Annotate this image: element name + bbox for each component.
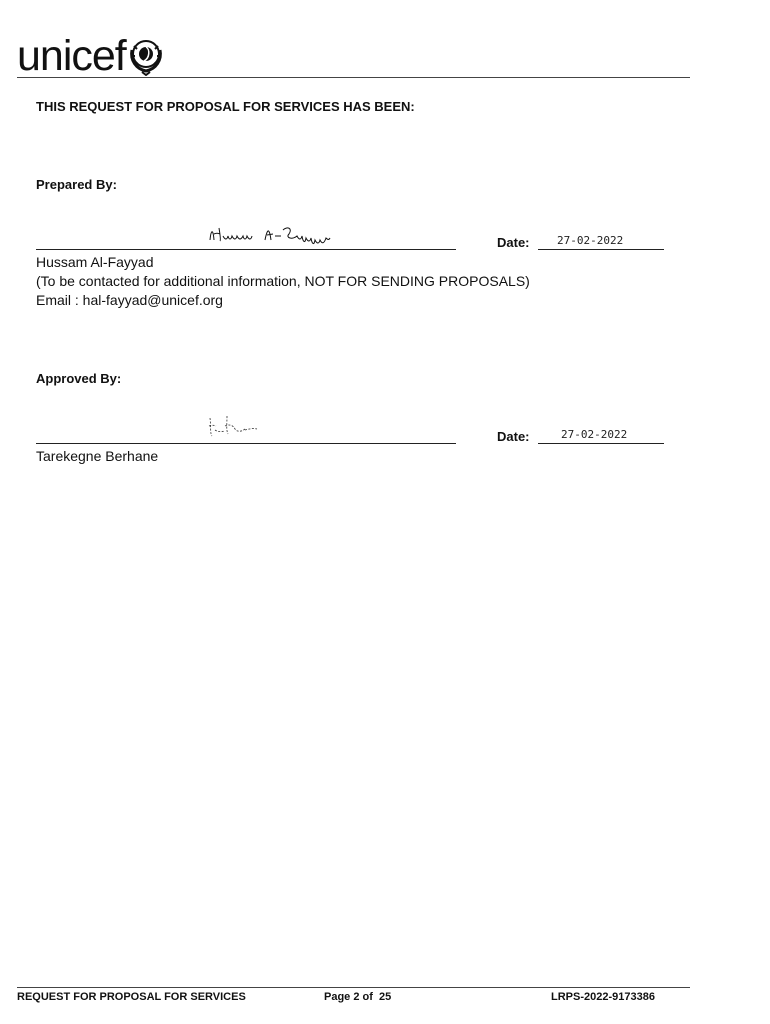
prepared-email: Email : hal-fayyad@unicef.org — [36, 292, 223, 308]
approved-date-line — [538, 443, 664, 444]
page-heading: THIS REQUEST FOR PROPOSAL FOR SERVICES HAS BEEN: — [36, 99, 415, 114]
footer-rule — [17, 987, 690, 988]
footer-title: REQUEST FOR PROPOSAL FOR SERVICES — [17, 991, 246, 1003]
logo-wordmark: unicef — [17, 32, 126, 80]
prepared-signature-line — [36, 249, 456, 250]
approved-signature — [205, 412, 265, 440]
prepared-date-label: Date: — [497, 235, 530, 250]
header-rule — [17, 77, 690, 78]
prepared-note: (To be contacted for additional information, NOT FOR SENDING PROPOSALS) — [36, 273, 530, 289]
un-emblem-icon — [128, 36, 164, 76]
approved-date-value: 27-02-2022 — [561, 428, 628, 441]
unicef-logo — [17, 28, 164, 78]
prepared-date-value: 27-02-2022 — [557, 234, 624, 247]
prepared-date-line — [538, 249, 664, 250]
approved-name: Tarekegne Berhane — [36, 448, 159, 464]
footer-reference: LRPS-2022-9173386 — [551, 991, 655, 1003]
footer-page-number: Page 2 of 25 — [324, 991, 392, 1003]
prepared-signature — [205, 222, 355, 248]
prepared-by-label: Prepared By: — [36, 177, 117, 192]
approved-by-label: Approved By: — [36, 371, 122, 386]
prepared-name: Hussam Al-Fayyad — [36, 254, 154, 270]
approved-date-label: Date: — [497, 429, 530, 444]
approved-signature-line — [36, 443, 456, 444]
